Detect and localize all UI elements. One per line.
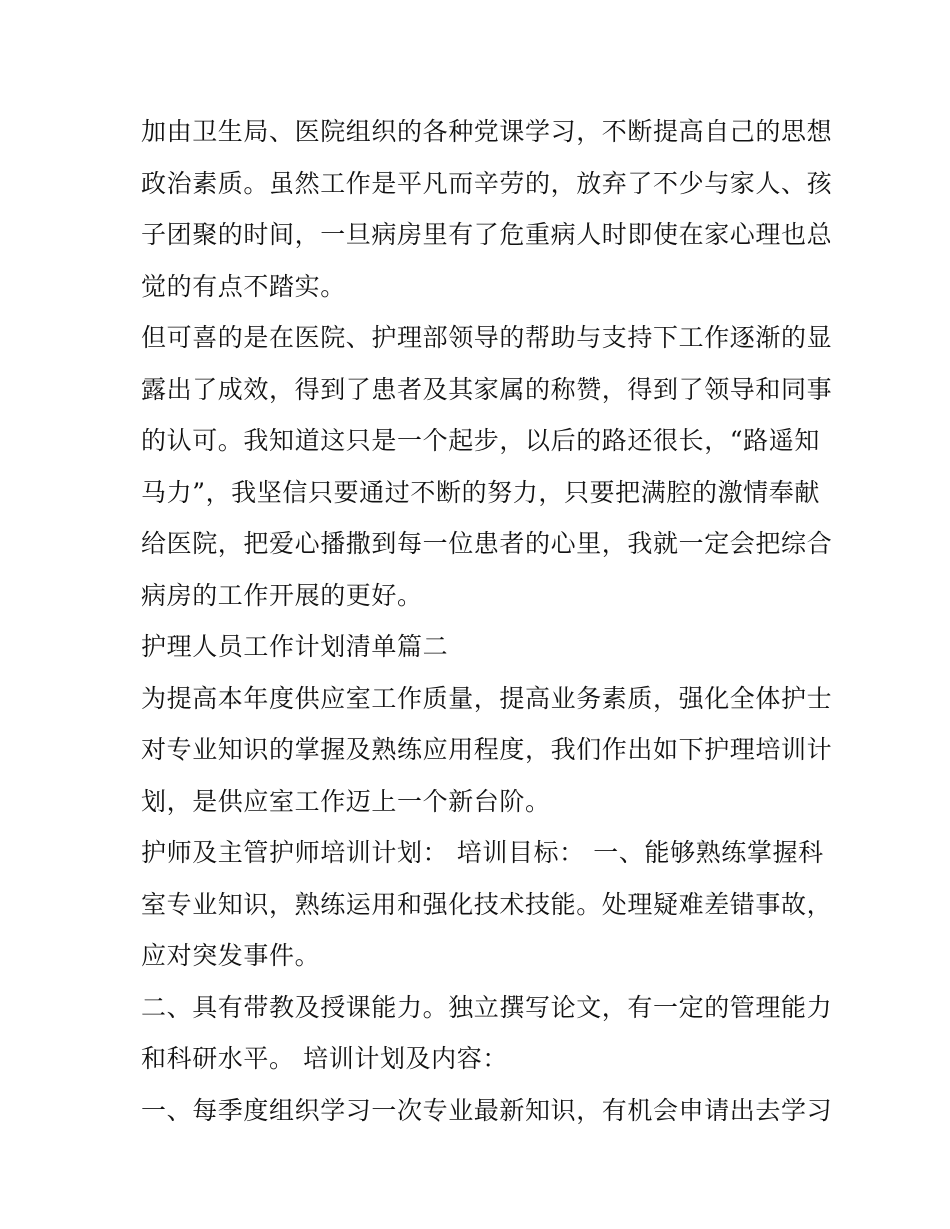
text-line: 觉的有点不踏实。 bbox=[141, 271, 346, 301]
text-line: 一、每季度组织学习一次专业最新知识，有机会申请出去学习 bbox=[141, 1095, 833, 1125]
text-line: 病房的工作开展的更好。 bbox=[141, 580, 423, 610]
section-heading: 护理人员工作计划清单篇二 bbox=[141, 632, 449, 661]
text-line: 为提高本年度供应室工作质量，提高业务素质，强化全体护士 bbox=[141, 683, 833, 713]
text-line: 护师及主管护师培训计划： 培训目标： 一、能够熟练掌握科 bbox=[141, 838, 824, 867]
text-line: 加由卫生局、医院组织的各种党课学习，不断提高自己的思想 bbox=[141, 117, 833, 146]
text-line: 对专业知识的掌握及熟练应用程度，我们作出如下护理培训计 bbox=[141, 735, 833, 764]
text-line: 子团聚的时间，一旦病房里有了危重病人时即使在家心理也总 bbox=[141, 220, 833, 249]
text-line: 和科研水平。 培训计划及内容： bbox=[141, 1044, 508, 1073]
text-line: 政治素质。虽然工作是平凡而辛劳的，放弃了不少与家人、孩 bbox=[141, 168, 833, 198]
text-line: 露出了成效，得到了患者及其家属的称赞，得到了领导和同事 bbox=[141, 374, 833, 404]
document-body bbox=[141, 106, 833, 1136]
text-line: 给医院，把爱心播撒到每一位患者的心里，我就一定会把综合 bbox=[141, 529, 833, 558]
text-line: 的认可。我知道这只是一个起步，以后的路还很长，“路遥知 bbox=[141, 426, 820, 455]
text-line: 但可喜的是在医院、护理部领导的帮助与支持下工作逐渐的显 bbox=[141, 323, 833, 352]
text-line: 马力”，我坚信只要通过不断的努力，只要把满腔的激情奉献 bbox=[141, 477, 820, 507]
text-line: 二、具有带教及授课能力。独立撰写论文，有一定的管理能力 bbox=[141, 992, 833, 1022]
text-line: 应对突发事件。 bbox=[141, 941, 321, 970]
text-line: 划，是供应室工作迈上一个新台阶。 bbox=[141, 786, 551, 816]
text-line: 室专业知识，熟练运用和强化技术技能。处理疑难差错事故， bbox=[141, 889, 833, 919]
